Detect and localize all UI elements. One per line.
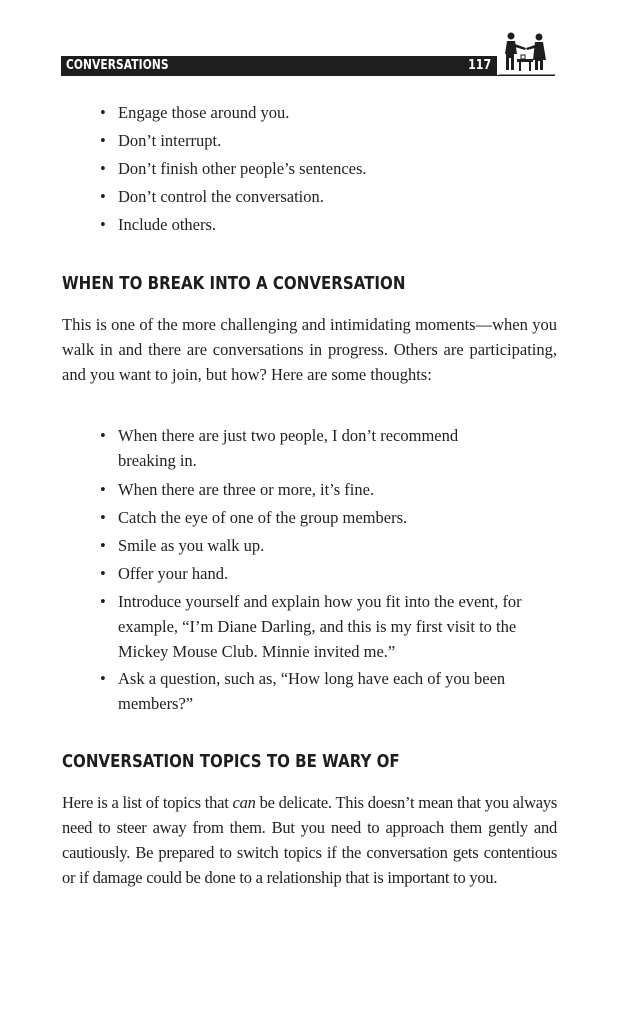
list-item: Don’t finish other people’s sentences. [118,159,367,178]
list-item: Ask a question, such as, “How long have each of you been members?” [118,669,506,713]
bullet-marker: • [100,564,106,583]
bullet-marker: • [100,508,106,527]
paragraph-text-start: Here is a list of topics that [62,793,233,812]
emphasis-word: can [232,793,256,812]
list-item: Introduce yourself and explain how you fit into the event, for example, “I’m Diane Darling, and this is my first visit to the Mickey Mouse Club. Minnie invited me.” [118,592,522,661]
list-item: Don’t control the conversation. [118,187,324,206]
list-item: When there are just two people, I don’t recommend breaking in. [118,426,459,470]
list-item: Don’t interrupt. [118,131,222,150]
page-number: 117 [467,58,491,73]
bullet-marker: • [100,159,106,178]
section-heading-break-in: WHEN TO BREAK INTO A CONVERSATION [62,274,406,294]
bullet-marker: • [100,536,106,555]
bullet-marker: • [100,426,106,445]
paragraph-text-end: be delicate. This doesn’t mean that you always need to steer away from them. But you need to approach them gently and cautiously. Be prepared to switch topics if the conversation gets contentious or if damage could be done to a relationship that is important to you. [62,793,557,887]
list-item: Offer your hand. [118,564,229,583]
handshake-icon [499,30,555,76]
bullet-marker: • [100,669,106,688]
section-title: CONVERSATIONS [66,58,169,73]
bullet-marker: • [100,480,106,499]
list-item: Smile as you walk up. [118,536,265,555]
section-heading-wary-topics: CONVERSATION TOPICS TO BE WARY OF [62,752,400,772]
bullet-marker: • [100,131,106,150]
running-header [61,56,497,76]
list-item: Include others. [118,215,217,234]
bullet-marker: • [100,187,106,206]
bullet-marker: • [100,103,106,122]
list-item: Engage those around you. [118,103,290,122]
list-item: Catch the eye of one of the group members. [118,508,408,527]
list-item: When there are three or more, it’s fine. [118,480,375,499]
paragraph-wary-topics [62,790,557,890]
bullet-marker: • [100,592,106,611]
bullet-marker: • [100,215,106,234]
paragraph-break-in-intro: This is one of the more challenging and intimidating moments—when you walk in and there are conversations in progress. Others are participating, and you want to join, but how? Here are some thoughts: [62,315,557,384]
